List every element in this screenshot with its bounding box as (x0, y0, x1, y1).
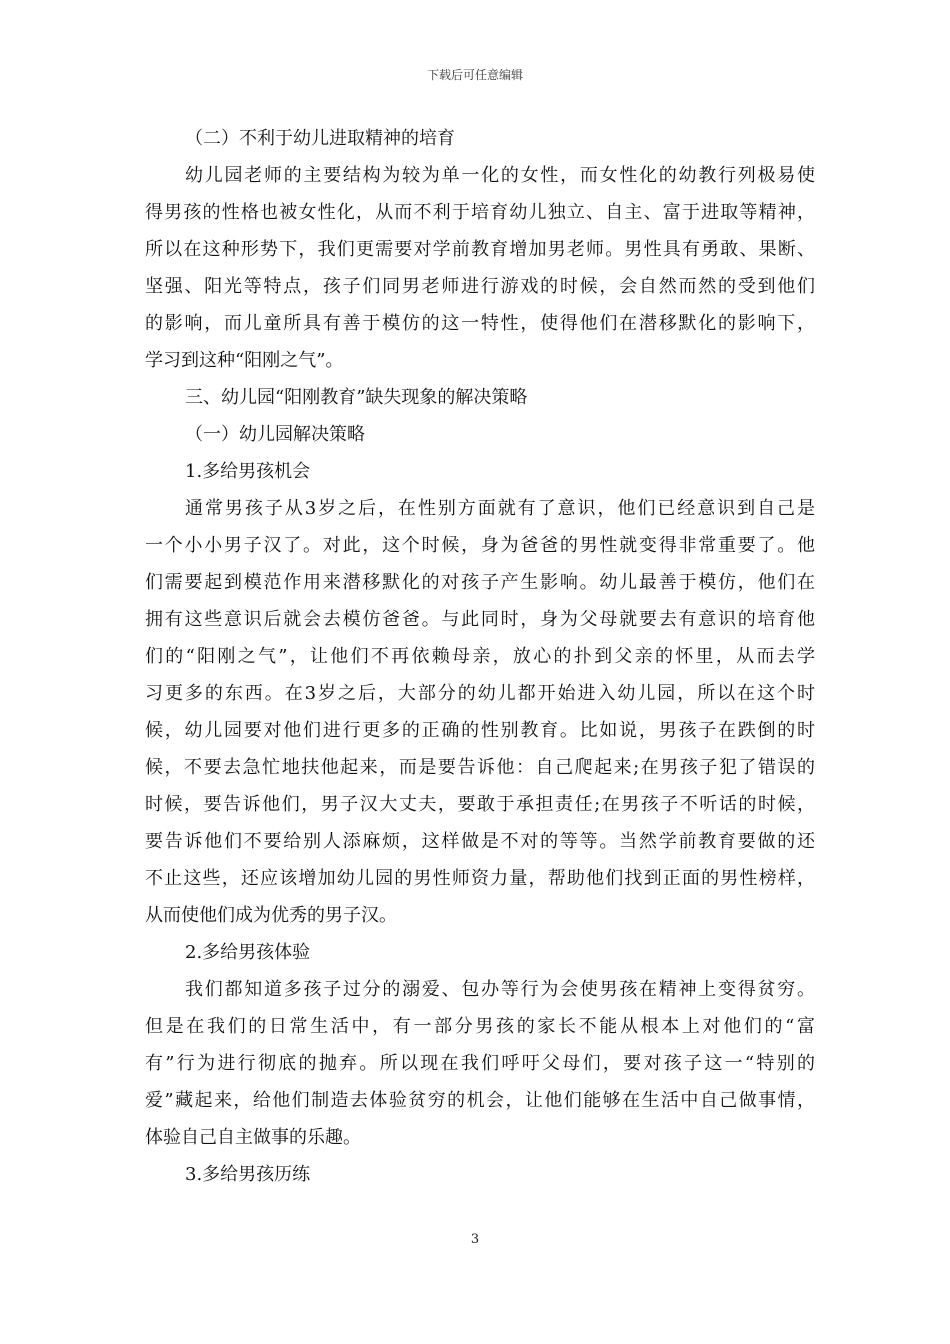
section-heading: （一）幼儿园解决策略 (185, 424, 365, 445)
section-heading: 三、幼儿园“阳刚教育”缺失现象的解决策略 (185, 387, 528, 408)
text-line: 坚强、阳光等特点，孩子们同男老师进行游戏的时候，会自然而然的受到他们 (145, 276, 815, 297)
page-header: 下载后可任意编辑 (426, 68, 523, 82)
text-line: 得男孩的性格也被女性化，从而不利于培育幼儿独立、自主、富于进取等精神， (145, 202, 815, 223)
text-line: 们的“阳刚之气”，让他们不再依赖母亲，放心的扑到父亲的怀里，从而去学 (145, 646, 815, 667)
text-line: 一个小小男子汉了。对此，这个时候，身为爸爸的男性就变得非常重要了。他 (145, 535, 815, 556)
text-line: 从而使他们成为优秀的男子汉。 (145, 905, 397, 926)
page-number: 3 (470, 1232, 480, 1247)
section-heading: （二）不利于幼儿进取精神的培育 (185, 128, 455, 149)
text-line: 所以在这种形势下，我们更需要对学前教育增加男老师。男性具有勇敢、果断、 (145, 239, 815, 260)
text-line: 要告诉他们不要给别人添麻烦，这样做是不对的等等。当然学前教育要做的还 (145, 831, 815, 852)
text-line: 候，不要去急忙地扶他起来，而是要告诉他：自己爬起来;在男孩子犯了错误的 (145, 757, 815, 778)
text-line: 们需要起到模范作用来潜移默化的对孩子产生影响。幼儿最善于模仿，他们在 (145, 572, 815, 593)
section-heading: 1.多给男孩机会 (185, 461, 311, 482)
section-heading: 3.多给男孩历练 (185, 1164, 311, 1185)
text-line: 不止这些，还应该增加幼儿园的男性师资力量，帮助他们找到正面的男性榜样， (145, 868, 815, 889)
text-line: 但是在我们的日常生活中，有一部分男孩的家长不能从根本上对他们的“富 (145, 1016, 815, 1037)
text-line: 爱”藏起来，给他们制造去体验贫穷的机会，让他们能够在生活中自己做事情， (145, 1090, 815, 1111)
text-line: 拥有这些意识后就会去模仿爸爸。与此同时，身为父母就要去有意识的培育他 (145, 609, 815, 630)
text-line: 候，幼儿园要对他们进行更多的正确的性别教育。比如说，男孩子在跌倒的时 (145, 720, 815, 741)
text-line: 时候，要告诉他们，男子汉大丈夫，要敢于承担责任;在男孩子不听话的时候， (145, 794, 815, 815)
document-body (145, 120, 815, 1193)
text-line: 幼儿园老师的主要结构为较为单一化的女性，而女性化的幼教行列极易使 (185, 165, 815, 186)
text-line: 我们都知道多孩子过分的溺爱、包办等行为会使男孩在精神上变得贫穷。 (185, 979, 815, 1000)
text-line: 习更多的东西。在3岁之后，大部分的幼儿都开始进入幼儿园，所以在这个时 (145, 683, 815, 704)
text-line: 体验自己自主做事的乐趣。 (145, 1127, 361, 1148)
text-line: 通常男孩子从3岁之后，在性别方面就有了意识，他们已经意识到自己是 (185, 498, 815, 519)
section-heading: 2.多给男孩体验 (185, 942, 311, 963)
text-line: 的影响，而儿童所具有善于模仿的这一特性，使得他们在潜移默化的影响下， (145, 313, 815, 334)
text-line: 有”行为进行彻底的抛弃。所以现在我们呼吁父母们，要对孩子这一“特别的 (145, 1053, 815, 1074)
text-line: 学习到这种“阳刚之气”。 (145, 350, 344, 371)
